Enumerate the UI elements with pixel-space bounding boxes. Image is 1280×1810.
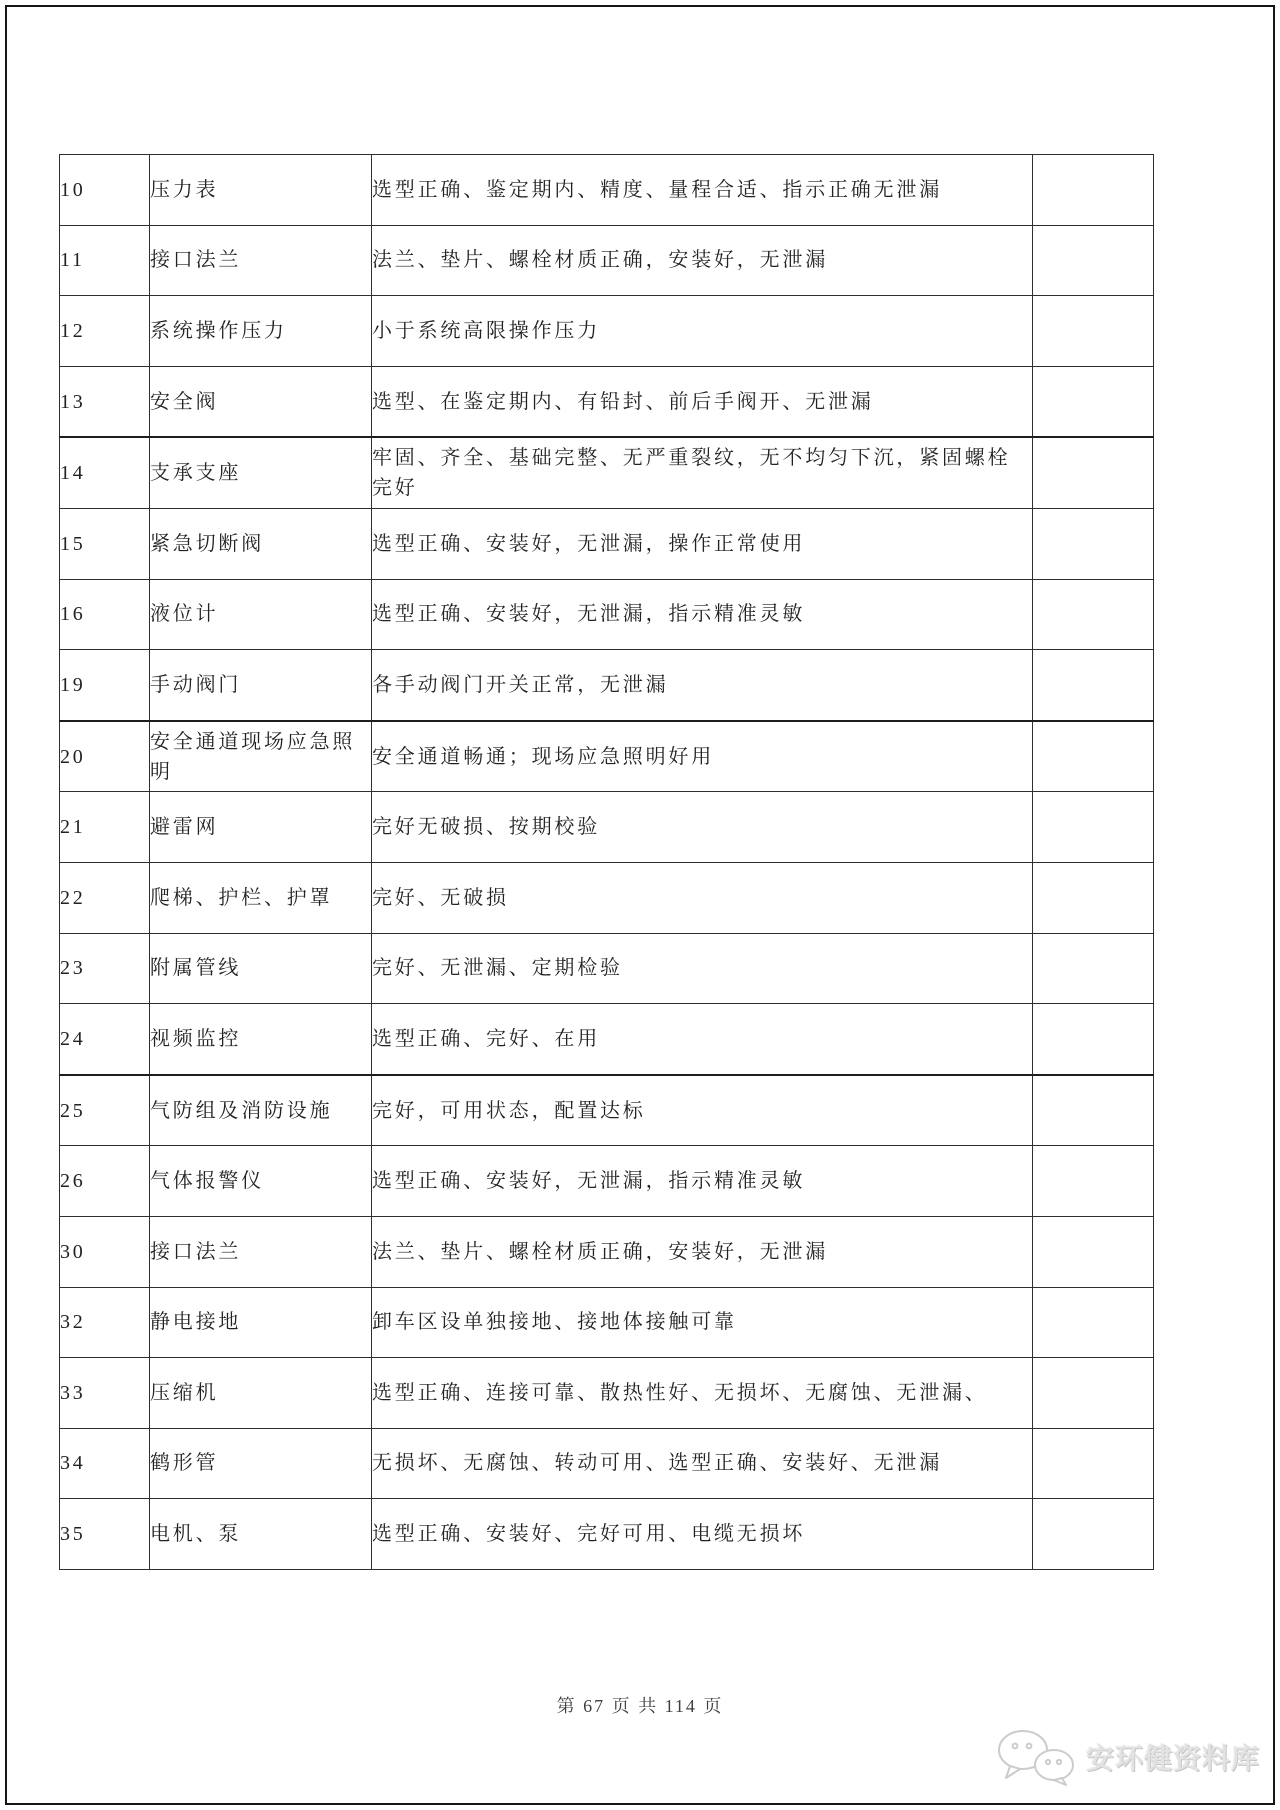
row-number-cell: 34 <box>60 1428 150 1499</box>
table-row <box>60 1499 1154 1570</box>
criteria-cell: 选型正确、安装好、完好可用、电缆无损坏 <box>372 1499 1033 1570</box>
row-number-cell: 10 <box>60 155 150 226</box>
remark-cell <box>1033 437 1154 508</box>
item-name-cell: 鹤形管 <box>150 1428 372 1499</box>
table-row <box>60 792 1154 863</box>
page-number: 第 67 页 共 114 页 <box>556 1696 724 1716</box>
remark-cell <box>1033 1428 1154 1499</box>
remark-cell <box>1033 650 1154 721</box>
item-name-cell: 液位计 <box>150 579 372 650</box>
item-name-cell: 紧急切断阀 <box>150 508 372 579</box>
table-row <box>60 155 1154 226</box>
table-row <box>60 1287 1154 1358</box>
table-row <box>60 650 1154 721</box>
remark-cell <box>1033 508 1154 579</box>
row-number-cell: 32 <box>60 1287 150 1358</box>
row-number-cell: 20 <box>60 721 150 792</box>
remark-cell <box>1033 933 1154 1004</box>
table-row <box>60 1216 1154 1287</box>
remark-cell <box>1033 1499 1154 1570</box>
criteria-cell: 无损坏、无腐蚀、转动可用、选型正确、安装好、无泄漏 <box>372 1428 1033 1499</box>
row-number-cell: 30 <box>60 1216 150 1287</box>
criteria-cell: 选型、在鉴定期内、有铅封、前后手阀开、无泄漏 <box>372 366 1033 437</box>
remark-cell <box>1033 579 1154 650</box>
item-name-cell: 安全阀 <box>150 366 372 437</box>
criteria-cell: 选型正确、完好、在用 <box>372 1004 1033 1075</box>
item-name-cell: 压力表 <box>150 155 372 226</box>
item-name-cell: 气防组及消防设施 <box>150 1075 372 1146</box>
row-number-cell: 33 <box>60 1358 150 1429</box>
table-row <box>60 721 1154 792</box>
table-row <box>60 366 1154 437</box>
criteria-cell: 法兰、垫片、螺栓材质正确，安装好，无泄漏 <box>372 225 1033 296</box>
row-number-cell: 25 <box>60 1075 150 1146</box>
criteria-cell: 法兰、垫片、螺栓材质正确，安装好，无泄漏 <box>372 1216 1033 1287</box>
row-number-cell: 16 <box>60 579 150 650</box>
remark-cell <box>1033 155 1154 226</box>
criteria-cell: 安全通道畅通；现场应急照明好用 <box>372 721 1033 792</box>
item-name-cell: 避雷网 <box>150 792 372 863</box>
row-number-cell: 21 <box>60 792 150 863</box>
row-number-cell: 26 <box>60 1146 150 1217</box>
table-row <box>60 1004 1154 1075</box>
table-row <box>60 579 1154 650</box>
criteria-cell: 小于系统高限操作压力 <box>372 296 1033 367</box>
row-number-cell: 24 <box>60 1004 150 1075</box>
table-row <box>60 1146 1154 1217</box>
item-name-cell: 接口法兰 <box>150 1216 372 1287</box>
item-name-cell: 静电接地 <box>150 1287 372 1358</box>
table-row <box>60 1075 1154 1146</box>
item-name-cell: 系统操作压力 <box>150 296 372 367</box>
chat-bubbles-icon <box>996 1728 1078 1786</box>
item-name-cell: 接口法兰 <box>150 225 372 296</box>
item-name-cell: 电机、泵 <box>150 1499 372 1570</box>
remark-cell <box>1033 1358 1154 1429</box>
criteria-cell: 完好无破损、按期校验 <box>372 792 1033 863</box>
row-number-cell: 15 <box>60 508 150 579</box>
criteria-cell: 各手动阀门开关正常，无泄漏 <box>372 650 1033 721</box>
remark-cell <box>1033 1287 1154 1358</box>
watermark <box>996 1728 1260 1786</box>
item-name-cell: 安全通道现场应急照明 <box>150 721 372 792</box>
row-number-cell: 23 <box>60 933 150 1004</box>
table-row <box>60 933 1154 1004</box>
table-row <box>60 437 1154 508</box>
item-name-cell: 视频监控 <box>150 1004 372 1075</box>
remark-cell <box>1033 721 1154 792</box>
watermark-text: 安环健资料库 <box>1086 1744 1261 1775</box>
remark-cell <box>1033 792 1154 863</box>
item-name-cell: 爬梯、护栏、护罩 <box>150 862 372 933</box>
criteria-cell: 选型正确、安装好，无泄漏，操作正常使用 <box>372 508 1033 579</box>
row-number-cell: 12 <box>60 296 150 367</box>
criteria-cell: 选型正确、鉴定期内、精度、量程合适、指示正确无泄漏 <box>372 155 1033 226</box>
row-number-cell: 19 <box>60 650 150 721</box>
inspection-checklist-table <box>59 154 1154 1570</box>
item-name-cell: 气体报警仪 <box>150 1146 372 1217</box>
criteria-cell: 完好、无泄漏、定期检验 <box>372 933 1033 1004</box>
table-row <box>60 225 1154 296</box>
row-number-cell: 11 <box>60 225 150 296</box>
item-name-cell: 支承支座 <box>150 437 372 508</box>
remark-cell <box>1033 1146 1154 1217</box>
criteria-cell: 牢固、齐全、基础完整、无严重裂纹，无不均匀下沉，紧固螺栓完好 <box>372 437 1033 508</box>
criteria-cell: 完好，可用状态，配置达标 <box>372 1075 1033 1146</box>
table-row <box>60 1358 1154 1429</box>
item-name-cell: 附属管线 <box>150 933 372 1004</box>
row-number-cell: 13 <box>60 366 150 437</box>
remark-cell <box>1033 1004 1154 1075</box>
remark-cell <box>1033 366 1154 437</box>
remark-cell <box>1033 862 1154 933</box>
row-number-cell: 22 <box>60 862 150 933</box>
row-number-cell: 35 <box>60 1499 150 1570</box>
criteria-cell: 选型正确、连接可靠、散热性好、无损坏、无腐蚀、无泄漏、 <box>372 1358 1033 1429</box>
remark-cell <box>1033 296 1154 367</box>
row-number-cell: 14 <box>60 437 150 508</box>
remark-cell <box>1033 225 1154 296</box>
criteria-cell: 选型正确、安装好，无泄漏，指示精准灵敏 <box>372 579 1033 650</box>
item-name-cell: 手动阀门 <box>150 650 372 721</box>
table-row <box>60 296 1154 367</box>
criteria-cell: 完好、无破损 <box>372 862 1033 933</box>
criteria-cell: 选型正确、安装好，无泄漏，指示精准灵敏 <box>372 1146 1033 1217</box>
item-name-cell: 压缩机 <box>150 1358 372 1429</box>
remark-cell <box>1033 1075 1154 1146</box>
criteria-cell: 卸车区设单独接地、接地体接触可靠 <box>372 1287 1033 1358</box>
remark-cell <box>1033 1216 1154 1287</box>
table-row <box>60 862 1154 933</box>
checklist-body <box>60 155 1154 1570</box>
table-row <box>60 508 1154 579</box>
table-row <box>60 1428 1154 1499</box>
